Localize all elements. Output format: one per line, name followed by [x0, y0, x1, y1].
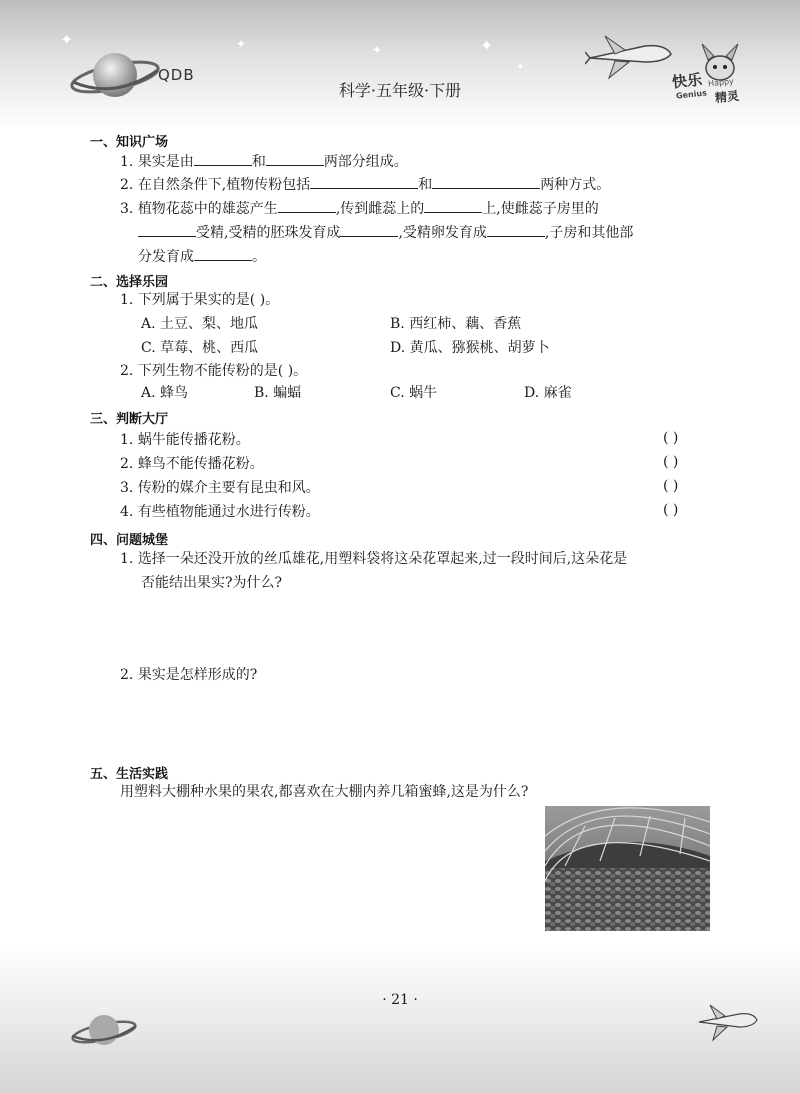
question-number: 2.: [120, 456, 134, 472]
judgement-item: [120, 478, 320, 498]
question-1-3-line-1: [120, 197, 599, 219]
book-title: 科学·五年级·下册: [338, 81, 462, 100]
option-d[interactable]: D. 麻雀: [524, 385, 572, 401]
question-number: 1.: [120, 154, 134, 170]
question-2-2: [120, 361, 307, 381]
section-title: 四、问题城堡: [90, 533, 169, 548]
question-text: 下列属于果实的是( )。: [137, 292, 280, 308]
answer-blank[interactable]: [194, 150, 252, 166]
space-shuttle-icon: [695, 1000, 760, 1045]
question-1-3-line-2: [138, 221, 633, 243]
star-icon: ✦: [236, 37, 247, 51]
judgement-item: [120, 502, 320, 522]
question-number: 1.: [120, 551, 134, 567]
question-1-3-line-3: [138, 245, 266, 267]
option-c[interactable]: C. 蜗牛: [390, 385, 438, 401]
planet-icon: [70, 42, 170, 112]
option-b[interactable]: B. 西红柿、藕、香蕉: [390, 316, 522, 332]
space-shuttle-icon: [585, 28, 675, 83]
question-number: 2.: [120, 363, 134, 379]
question-text: 和: [418, 177, 433, 193]
star-icon: ✦: [480, 36, 494, 55]
option-a[interactable]: A. 土豆、梨、地瓜: [141, 316, 259, 332]
question-number: 3.: [120, 480, 134, 496]
brand-logo-sprite: 精灵: [714, 88, 740, 106]
question-2-1: [120, 290, 279, 310]
series-code: QDB: [158, 66, 195, 84]
planet-icon: [70, 1008, 140, 1053]
question-number: 1.: [120, 432, 134, 448]
section-title: 五、生活实践: [90, 767, 169, 782]
question-text: 蜂鸟不能传播花粉。: [137, 456, 264, 472]
page-number: · 21 ·: [382, 992, 418, 1008]
question-number: 1.: [120, 292, 134, 308]
question-number: 4.: [120, 504, 134, 520]
option-b[interactable]: B. 蝙蝠: [254, 385, 302, 401]
section-title: 二、选择乐园: [90, 275, 169, 290]
question-text: 传粉的媒介主要有昆虫和风。: [137, 480, 320, 496]
section-title: 一、知识广场: [90, 135, 169, 150]
question-text: 两种方式。: [540, 177, 611, 193]
question-text: 选择一朵还没开放的丝瓜雄花,用塑料袋将这朵花罩起来,过一段时间后,这朵花是: [137, 551, 628, 567]
brand-logo-happy: Happy: [707, 76, 735, 89]
question-text: 在自然条件下,植物传粉包括: [137, 177, 311, 193]
question-text: 两部分组成。: [323, 154, 408, 170]
answer-blank[interactable]: [310, 173, 418, 189]
question-text: 植物花蕊中的雄蕊产生: [137, 201, 278, 217]
question-text: ,受精卵发育成: [398, 225, 487, 241]
question-text: 蜗牛能传播花粉。: [137, 432, 250, 448]
answer-blank[interactable]: [432, 173, 540, 189]
answer-blank[interactable]: [266, 150, 324, 166]
brand-logo-text: 快乐: [671, 70, 703, 92]
question-text: 有些植物能通过水进行传粉。: [137, 504, 320, 520]
answer-blank[interactable]: [340, 221, 398, 237]
question-5: 用塑料大棚种水果的果农,都喜欢在大棚内养几箱蜜蜂,这是为什么?: [120, 784, 529, 800]
question-text: ,传到雌蕊上的: [335, 201, 425, 217]
brand-logo-genius: Genius: [675, 88, 708, 101]
question-text: 下列生物不能传粉的是( )。: [137, 363, 308, 379]
answer-blank[interactable]: [487, 221, 545, 237]
star-icon: ✦: [60, 30, 74, 49]
judgement-item: [120, 430, 250, 450]
answer-paren[interactable]: ( ): [663, 478, 679, 494]
question-text: 果实是由: [137, 154, 194, 170]
question-text: ,子房和其他部: [544, 225, 634, 241]
question-text: 分发育成: [138, 249, 194, 265]
question-number: 2.: [120, 667, 134, 683]
star-icon: ✦: [372, 43, 383, 57]
judgement-item: [120, 454, 264, 474]
question-4-1-line-2: 否能结出果实?为什么?: [141, 575, 283, 591]
star-icon: ✦: [516, 62, 525, 73]
answer-blank[interactable]: [424, 197, 482, 213]
answer-paren[interactable]: ( ): [663, 454, 679, 470]
question-text: 上,使雌蕊子房里的: [482, 201, 599, 217]
question-text: 受精,受精的胚珠发育成: [196, 225, 341, 241]
question-number: 3.: [120, 201, 134, 217]
answer-blank[interactable]: [138, 221, 196, 237]
answer-blank[interactable]: [278, 197, 336, 213]
answer-paren[interactable]: ( ): [663, 502, 679, 518]
option-c[interactable]: C. 草莓、桃、西瓜: [141, 340, 259, 356]
question-text: 果实是怎样形成的?: [137, 667, 258, 683]
option-d[interactable]: D. 黄瓜、猕猴桃、胡萝卜: [390, 340, 550, 356]
question-1-2: [120, 173, 610, 195]
option-a[interactable]: A. 蜂鸟: [141, 385, 189, 401]
question-number: 2.: [120, 177, 134, 193]
section-title: 三、判断大厅: [90, 412, 169, 427]
question-4-1-line-1: [120, 549, 627, 569]
answer-paren[interactable]: ( ): [663, 430, 679, 446]
question-4-2: [120, 665, 257, 685]
greenhouse-photo: [545, 806, 710, 931]
question-1-1: [120, 150, 408, 172]
question-text: 。: [252, 249, 266, 265]
question-text: 和: [251, 154, 266, 170]
answer-blank[interactable]: [194, 245, 252, 261]
